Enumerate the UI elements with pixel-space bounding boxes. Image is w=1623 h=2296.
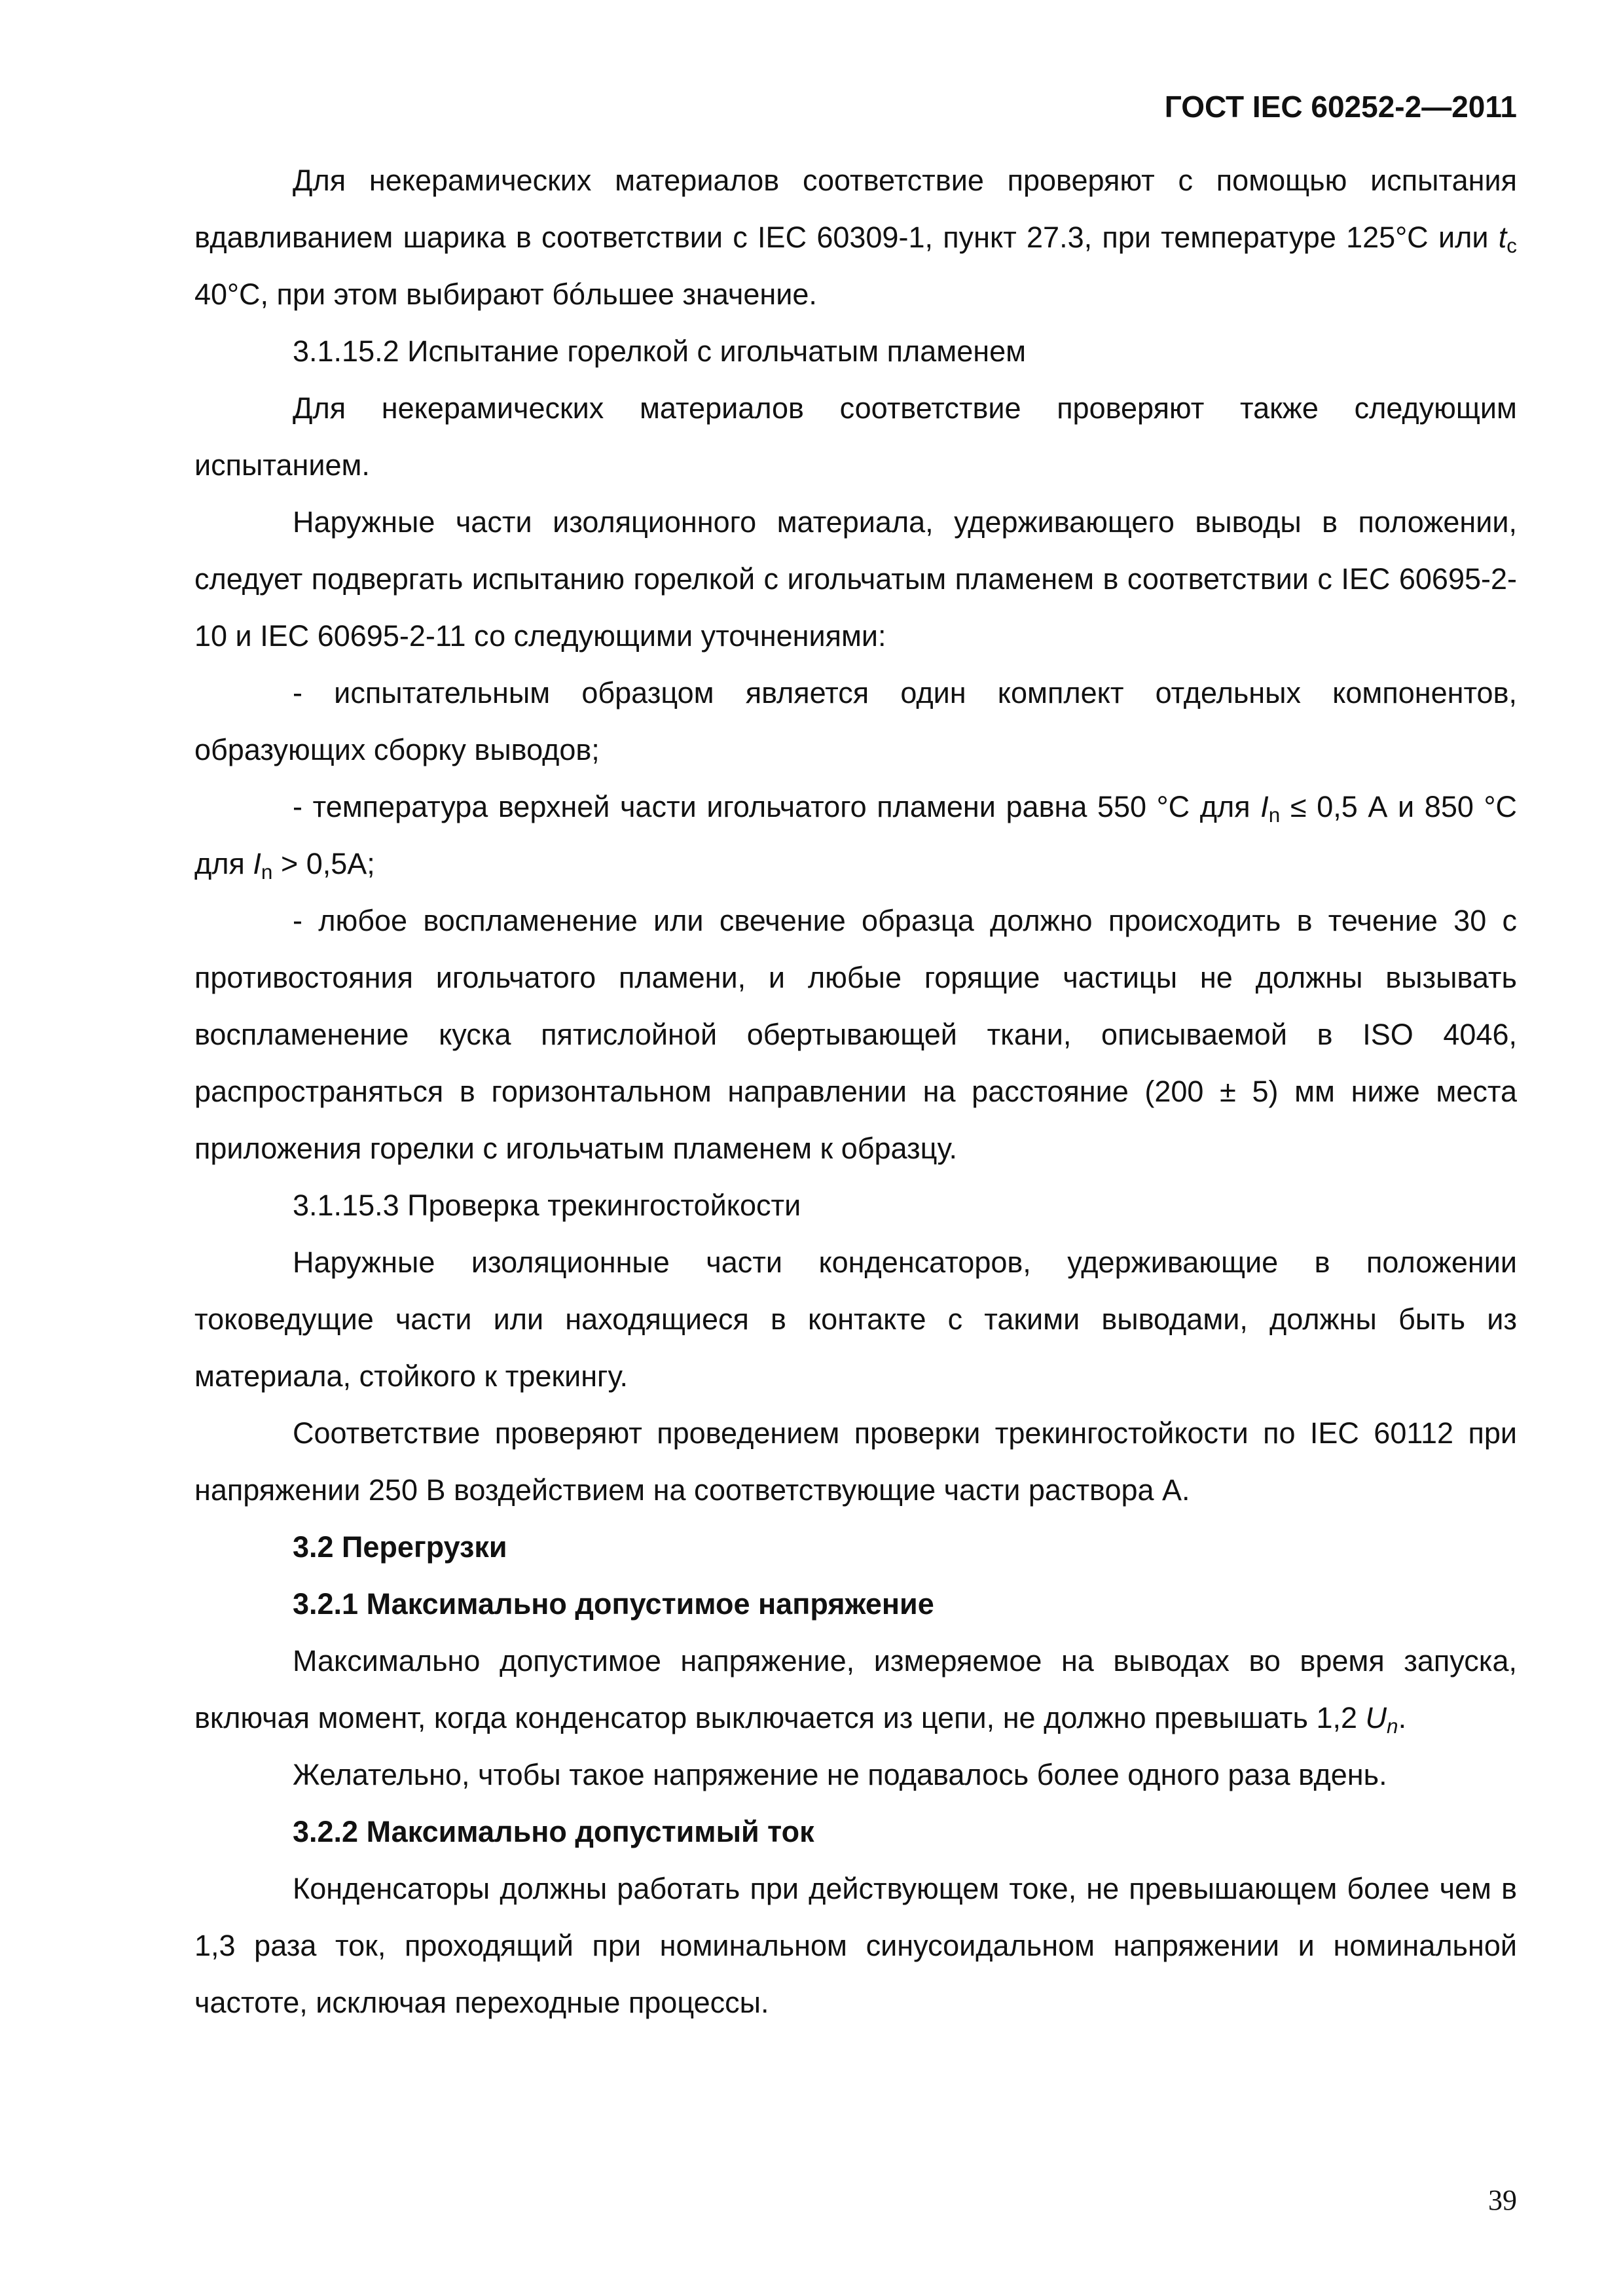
paragraph-needle-flame-intro: Для некерамических материалов соответствие проверяют также следующим испытанием. [194,391,1517,482]
paragraph-tracking-check: Соответствие проверяют проведением проверки трекингостойкости по IEC 60112 при напряжении 250 В воздействием на соответствующие части раствора А. [194,1416,1517,1507]
list-item-ignition: - любое воспламенение или свечение образца должно происходить в течение 30 с противостояния игольчатого пламени, и любые горящие частицы не должны вызывать воспламенение куска пятислойной обертывающей ткани, описываемой в ISO 4046, распространяться в горизонтальном направлении на расстояние (200 ± 5) мм ниже места приложения горелки с игольчатым пламенем к образцу. [194,904,1517,1165]
paragraph-max-current: Конденсаторы должны работать при действующем токе, не превышающем более чем в 1,3 раза ток, проходящий при номинальном синусоидальном напряжении и номинальной частоте, исключая переходные процессы. [194,1872,1517,2019]
current-symbol: I [253,847,261,880]
paragraph-text: Максимально допустимое напряжение, измеряемое на выводах во время запуска, включая момент, когда конденсатор выключается из цепи, не должно превышать 1,2 [194,1644,1517,1734]
list-item-text: - температура верхней части игольчатого пламени равна 550 °С для [293,790,1261,823]
section-3-1-15-2-title: 3.1.15.2 Испытание горелкой с игольчатым пламенем [293,334,1027,368]
temperature-subscript: c [1506,233,1517,257]
section-3-2-2-heading: 3.2.2 Максимально допустимый ток [293,1815,814,1848]
document-header: ГОСТ IEC 60252-2—2011 [1164,90,1517,124]
paragraph-ball-pressure-test [194,152,1517,323]
temperature-symbol: t [1498,221,1507,254]
current-subscript: n [261,859,273,884]
paragraph-text: 40°С, при этом выбирают бóльшее значение. [194,278,817,311]
paragraph-text: . [1398,1701,1407,1734]
document-body [194,152,1517,2031]
paragraph-max-voltage [194,1632,1517,1746]
current-subscript: n [1268,802,1281,827]
paragraph-tracking-parts: Наружные изоляционные части конденсаторов, удерживающие в положении токоведущие части или находящиеся в контакте с такими выводами, должны быть из материала, стойкого к трекингу. [194,1246,1517,1393]
section-3-2-heading: 3.2 Перегрузки [293,1530,507,1564]
document-page [194,0,1517,2296]
list-item-text: > 0,5А; [272,847,375,880]
paragraph-text: Для некерамических материалов соответствие проверяют с помощью испытания вдавливанием шарика в соответствии с IEC 60309-1, пункт 27.3, при температуре 125°С или [194,164,1517,254]
list-item-specimen: - испытательным образцом является один комплект отдельных компонентов, образующих сборку выводов; [194,676,1517,766]
section-3-2-1-heading: 3.2.1 Максимально допустимое напряжение [293,1587,934,1621]
list-item-flame-temperature [194,778,1517,892]
list-item-text: ≤ 0,5 А и 850 °С для [194,790,1517,880]
paragraph-needle-flame-scope: Наружные части изоляционного материала, удерживающего выводы в положении, следует подвергать испытанию горелкой с игольчатым пламенем в соответствии с IEC 60695-2-10 и IEC 60695-2-11 со следующими уточнениями: [194,505,1517,653]
page-number: 39 [1488,2184,1517,2216]
voltage-subscript: n [1387,1713,1398,1738]
section-3-1-15-3-title: 3.1.15.3 Проверка трекингостойкости [293,1189,801,1222]
current-symbol: I [1260,790,1269,823]
paragraph-voltage-frequency: Желательно, чтобы такое напряжение не подавалось более одного раза вдень. [293,1758,1387,1791]
voltage-symbol: U [1365,1701,1387,1734]
